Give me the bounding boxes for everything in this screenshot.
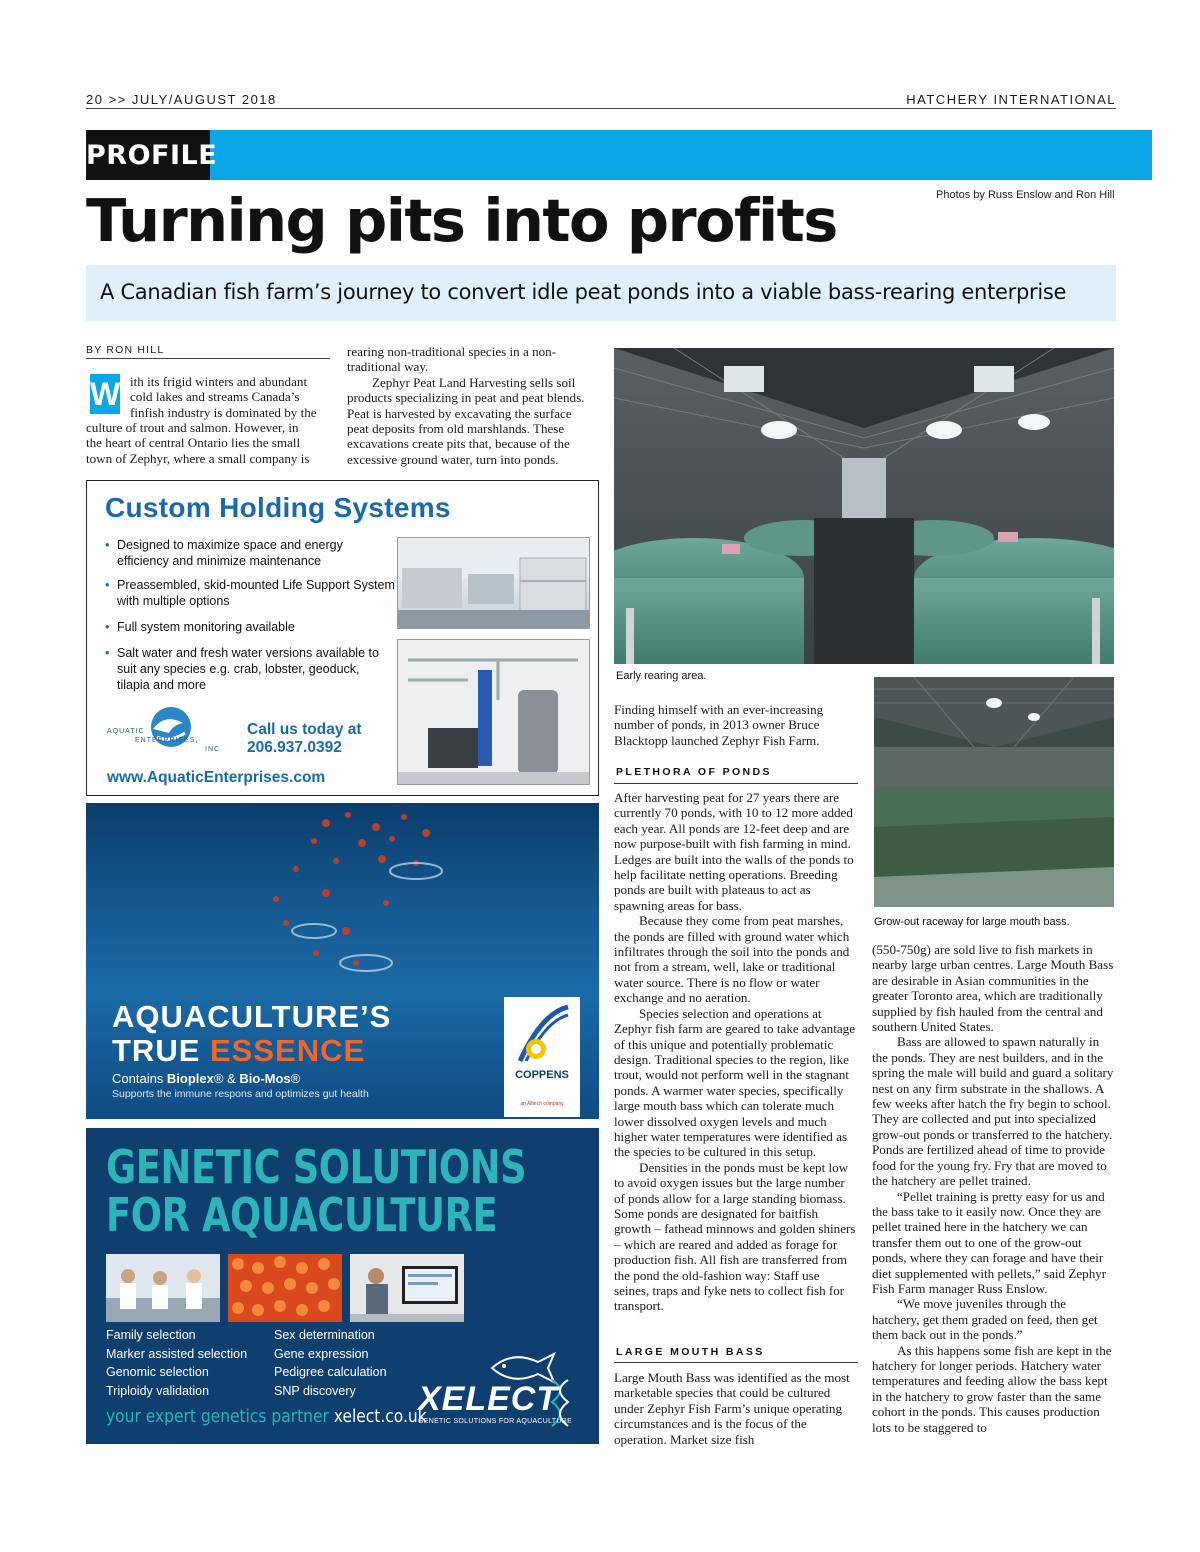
deck: A Canadian fish farm’s journey to convert idle peat ponds into a viable bass-rearing enterprise — [100, 280, 1067, 304]
ad-logo-text: AQUATIC ENTERPRISES, INC. — [107, 728, 223, 753]
headline: Turning pits into profits — [86, 186, 837, 255]
col3-paragraph: Large Mouth Bass was identified as the most marketable species that could be cultured under Zephyr Fish Farm’s unique operating circumstances and is the focus of the operation. Market size fish — [614, 1370, 850, 1447]
col3-intro — [614, 702, 858, 748]
col1-line: finfish industry is dominated by the — [130, 404, 317, 420]
ad-bullet: • Salt water and fresh water versions available to suit any species e.g. crab, lobster, geoduck, tilapia and more — [105, 646, 379, 692]
ad-headline-2: FOR AQUACULTURE — [106, 1188, 498, 1242]
col3-paragraph: Finding himself with an ever-increasing number of ponds, in 2013 owner Bruce Blacktopp launched Zephyr Fish Farm. — [614, 702, 824, 748]
col4-paragraph: “Pellet training is pretty easy for us and the bass take to it easily now. Once they are pellet trained here in the hatchery we can transfer them out to one of the grow-out ponds, where they can forage and have their diet supplemented with pellets,” said Zephyr Fish Farm manager Russ Enslow. — [872, 1188, 1107, 1296]
service-item: Pedigree calculation — [274, 1365, 387, 1379]
section-rule — [614, 783, 858, 784]
col1-line: the heart of central Ontario lies the small — [86, 435, 301, 451]
coppens-swoosh-icon — [512, 1003, 572, 1067]
magazine-name: HATCHERY INTERNATIONAL — [906, 92, 1116, 107]
service-item: Triploidy validation — [106, 1383, 210, 1398]
col4-paragraph: As this happens some fish are kept in the hatchery for longer periods. Hatchery water temperatures and feeding allow the bass kept in the hatchery to grow faster than the same cohort in the ponds. This causes production lots to be staggered to — [872, 1342, 1112, 1435]
ad-xelect[interactable] — [86, 1128, 599, 1444]
col1-line: cold lakes and streams Canada’s — [130, 389, 300, 405]
col1-line: ith its frigid winters and abundant — [130, 374, 308, 389]
ad-support-text: Supports the immune respons and optimizes gut health — [112, 1088, 369, 1100]
col1-lines-a — [130, 374, 330, 420]
service-item: Family selection — [106, 1328, 196, 1342]
col3-paragraph: Densities in the ponds must be kept low to avoid oxygen issues but the large number of ponds allow for a large standing biomass. Some ponds are designated for baitfish growth – fathead minnows and golden shiners – which are reared and added as forage for production fish. All fish are transferred from the pond the old-fashion way: Staff use seines, traps and fyke nets to collect fish for transport. — [614, 1159, 856, 1314]
xelect-logo: XELECT — [418, 1380, 559, 1418]
col1-line: culture of trout and salmon. However, in — [86, 420, 299, 435]
section-bar — [86, 130, 1152, 180]
xelect-logo-sub: GENETIC SOLUTIONS FOR AQUACULTURE — [418, 1418, 573, 1425]
photo-early-rearing-area — [614, 348, 1114, 664]
col2-paragraph: rearing non-traditional species in a non-traditional way. — [347, 344, 557, 375]
byline-rule — [86, 358, 330, 359]
ad-headline: AQUACULTURE’S — [112, 999, 392, 1034]
ad-photo-lab — [106, 1254, 220, 1322]
service-item: Gene expression — [274, 1346, 369, 1361]
section-rule — [614, 1362, 858, 1363]
ad-headline-2: TRUE ESSENCE — [112, 1033, 366, 1068]
section-head-plethora: PLETHORA OF PONDS — [616, 766, 772, 778]
ad-photo-computer — [350, 1254, 464, 1322]
ad-title: Custom Holding Systems — [105, 492, 451, 523]
photo-credit: Photos by Russ Enslow and Ron Hill — [936, 189, 1115, 201]
col3-paragraph: After harvesting peat for 27 years there are currently 70 ponds, with 10 to 12 more added each year. All ponds are 12-feet deep and are now purpose-built with fish farming in mind. Ledges are built into the walls of the ponds to help facilitate netting operations. Breeding ponds are built with plateaus to act as spawning areas for bass. — [614, 790, 854, 913]
col3-text-2 — [614, 1370, 858, 1447]
col3-text — [614, 790, 858, 1314]
page-folio: 20 >> JULY/AUGUST 2018 — [86, 92, 277, 107]
col4-paragraph: (550-750g) are sold live to fish markets in nearby large urban centres. Large Mouth Bass are desirable in Asian communities in the greater Toronto area, which are traditionally supplied by fish hauled from the central and southern United States. — [872, 942, 1114, 1035]
col3-paragraph: Because they come from peat marshes, the ponds are filled with ground water which infiltrates through the soil into the ponds and not from a stream, well, lake or traditional water source. There is no flow or water exchange and no aeration. — [614, 913, 850, 1006]
photo-grow-out-raceway — [874, 677, 1114, 907]
caption-photo2: Grow-out raceway for large mouth bass. — [874, 916, 1070, 928]
col4-text — [872, 942, 1116, 1435]
ad-call-to-action[interactable]: Call us today at 206.937.0392 — [247, 721, 362, 756]
dropcap: W — [90, 376, 121, 412]
ad-bullet: • Full system monitoring available — [105, 620, 295, 634]
section-head-bass: LARGE MOUTH BASS — [616, 1346, 765, 1358]
service-list-left — [106, 1326, 247, 1400]
ad-aquatic-enterprises[interactable] — [86, 480, 599, 796]
coppens-logo: COPPENS an Alltech company — [504, 997, 580, 1117]
col4-paragraph: Bass are allowed to spawn naturally in the ponds. They are nest builders, and in the spring the male will build and guard a solitary nest on any firm substrate in the shallows. A few weeks after hatch the fry begin to school. They are collected and put into specialized grow-out ponds or transferred to the hatchery. Ponds are fertilized ahead of time to provide food for the young fry. Fry that are moved to the hatchery are pellet trained. — [872, 1034, 1114, 1189]
col1-lines-b — [86, 420, 330, 466]
byline: BY RON HILL — [86, 344, 165, 356]
col4-paragraph: “We move juveniles through the hatchery, get them graded on feed, then get them back out in the ponds.” — [872, 1296, 1098, 1343]
ad-photo-tanks — [397, 537, 590, 629]
col2-text — [347, 344, 593, 467]
caption-photo1: Early rearing area. — [616, 670, 707, 682]
service-list-right — [274, 1326, 387, 1400]
ad-url-link[interactable]: www.AquaticEnterprises.com — [107, 769, 326, 786]
ad-bullet: • Preassembled, skid-mounted Life Support System with multiple options — [105, 578, 395, 608]
service-item: Marker assisted selection — [106, 1346, 248, 1361]
header-rule — [86, 108, 1116, 109]
ad-photo-equipment — [397, 639, 590, 785]
ad-tagline[interactable]: your expert genetics partner xelect.co.uk — [106, 1406, 427, 1427]
col3-paragraph: Species selection and operations at Zephyr fish farm are geared to take advantage of this unique and potentially problematic design. Traditional species to the region, like trout, would not perform well in the stagnant ponds. A warmer water species, specifically large mouth bass which can tolerate much lower dissolved oxygen levels and much higher water temperatures were identified as the species to be cultured in this setup. — [614, 1005, 856, 1160]
ad-bullet: • Designed to maximize space and energy efficiency and minimize maintenance — [105, 538, 343, 568]
ad-headline: GENETIC SOLUTIONS — [106, 1140, 527, 1194]
ad-contains: Contains Bioplex® & Bio-Mos® — [112, 1071, 301, 1086]
ad-coppens[interactable] — [86, 803, 599, 1119]
col1-line: town of Zephyr, where a small company is — [86, 450, 310, 466]
service-item: SNP discovery — [274, 1383, 356, 1398]
pellets-illustration — [86, 803, 599, 993]
service-item: Genomic selection — [106, 1365, 209, 1379]
service-item: Sex determination — [274, 1328, 375, 1342]
section-tag: PROFILE — [86, 130, 210, 180]
ad-photo-eggs — [228, 1254, 342, 1322]
col2-paragraph: Zephyr Peat Land Harvesting sells soil products specializing in peat and peat blends. Peat is harvested by excavating the surface peat deposits from old marshlands. These excavations create pits that, because of the excessive ground water, turn into ponds. — [347, 374, 585, 467]
